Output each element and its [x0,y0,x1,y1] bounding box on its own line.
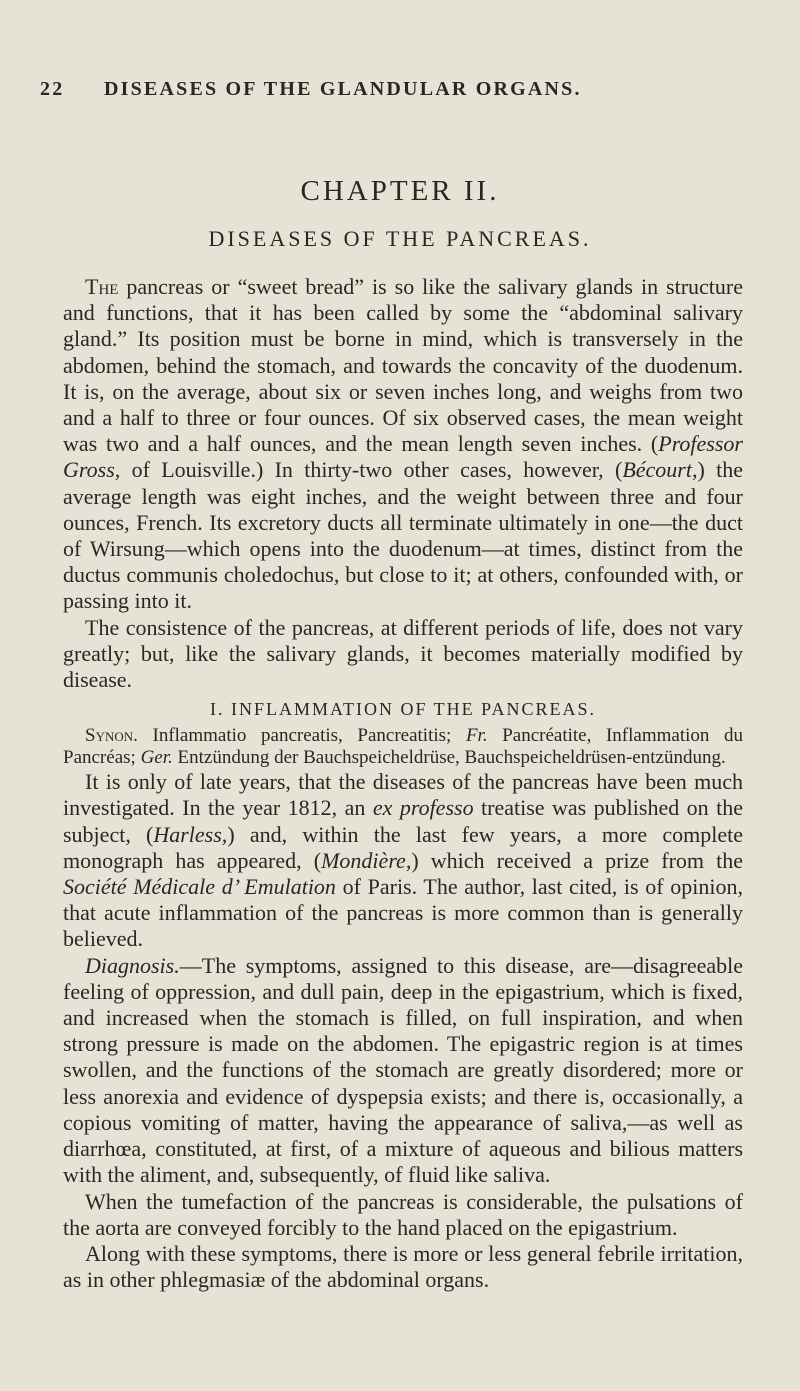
text-run: It is only of late years, that the diseases of the pancreas have been much investigated. In the year 1812, an [63,769,743,821]
italic-run: Professor Gross, [63,431,743,483]
italic-run: Mondière, [321,847,412,873]
text-run: of Paris. The author, last cited, is of opinion, that acute inflammation of the pancreas is more common than is generally believed. [63,874,743,952]
text-run: treatise was published on the subject, ( [63,795,743,847]
synonyms-label: Synon. [85,725,138,747]
italic-run: ex professo [372,795,474,821]
text-run: of Louisville.) In thirty-two other cases, however, ( [120,457,623,483]
subsection-heading: I. INFLAMMATION OF THE PANCREAS. [209,699,597,720]
paragraph-tumefaction: When the tumefaction of the pancreas is considerable, the pulsations of the aorta are conveyed forcibly to the hand placed on the epigastrium. [63,1188,743,1240]
body-text [63,274,743,1293]
italic-run: Diagnosis. [85,952,180,978]
running-title: DISEASES OF THE GLANDULAR ORGANS. [104,78,582,100]
paragraph-intro [63,274,743,615]
text-run: Inflammatio pancreatis, Pancreatitis; [137,725,466,747]
text-run: ) the average length was eight inches, and the weight between three and four ounces, French. Its excretory ducts all terminate ultimately in one—the duct of Wirsung—which opens into the duodenum—at times, distinct from the ductus communis choledochus, but close to it; at others, confounded with, or passing into it. [63,457,743,614]
page-number: 22 [40,78,65,100]
text-run: ) and, within the last few years, a more complete monograph has appeared, ( [63,821,743,873]
italic-run: Société Médicale d’ Emulation [63,874,336,900]
italic-run: Harless, [153,821,228,847]
running-head [40,78,740,101]
italic-run: Ger. [140,747,173,769]
chapter-heading: CHAPTER II. [300,175,500,207]
paragraph-consistence: The consistence of the pancreas, at different periods of life, does not vary greatly; but, like the salivary glands, it becomes materially modified by disease. [63,614,743,693]
section-heading: DISEASES OF THE PANCREAS. [208,226,592,251]
paragraph-history [63,769,743,952]
text-run: pancreas or “sweet bread” is so like the salivary glands in structure and functions, that it has been called by some the “abdominal salivary gland.” Its position must be borne in mind, which is transversely in the abdomen, behind the stomach, and towards the concavity of the duodenum. It is, on the average, about six or seven inches long, and weighs from two and a half to three or four ounces. Of six observed cases, the mean weight was two and a half ounces, and the mean length seven inches. ( [63,274,743,457]
paragraph-febrile: Along with these symptoms, there is more or less general febrile irritation, as in other phlegmasiæ of the abdominal organs. [63,1240,743,1293]
synonyms-paragraph [63,725,743,769]
text-run: Pancréatite, Inflammation du Pancréas; [63,725,744,769]
paragraph-diagnosis [63,953,743,1189]
lead-word: The [85,274,119,299]
text-run: Entzündung der Bauchspeicheldrüse, Bauchspeicheldrüsen-entzündung. [172,747,726,769]
italic-run: Fr. [465,725,488,747]
text-run: —The symptoms, assigned to this disease, are—disagreeable feeling of oppression, and dull pain, deep in the epigastrium, which is fixed, and increased when the stomach is filled, on full inspiration, and when strong pressure is made on the abdomen. The epigastric region is at times swollen, and the functions of the stomach are greatly disordered; more or less anorexia and evidence of dyspepsia exists; and there is, occasionally, a copious vomiting of matter, having the appearance of saliva,—as well as diarrhœa, constituted, at first, of a mixture of aqueous and bilious matters with the aliment, and, subsequently, of fluid like saliva. [63,952,743,1188]
text-run: ) which received a prize from the [411,847,743,873]
italic-run: Bécourt, [622,457,698,483]
